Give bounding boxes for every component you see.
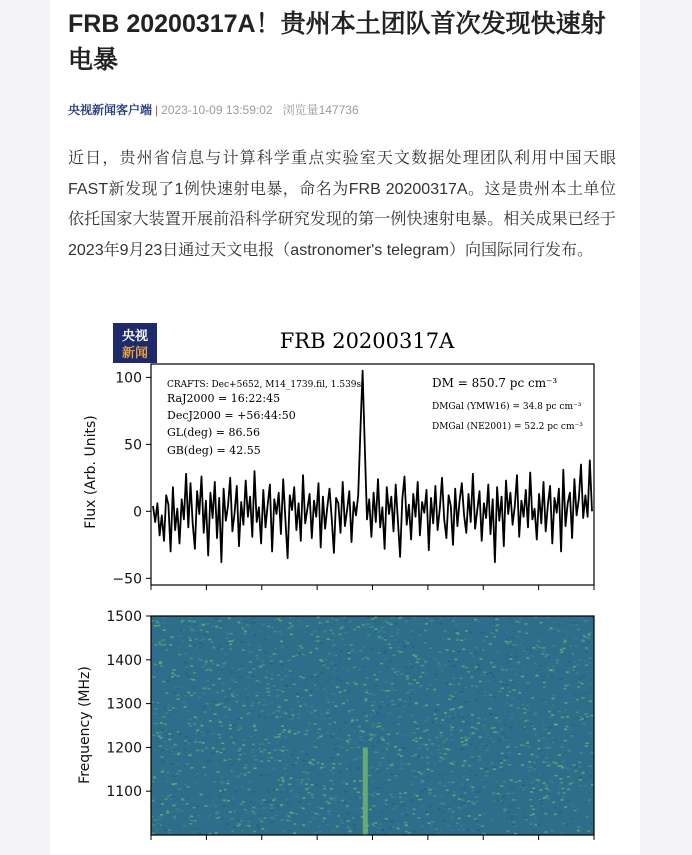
chart-title: FRB 20200317A [279,329,455,353]
frequency-axis-label: Frequency (MHz) [77,666,93,784]
frequency-ytick-label: 1500 [106,609,142,625]
publish-datetime: 2023-10-09 13:59:02 [161,103,273,117]
burst-streak [363,747,368,835]
view-count: 浏览量147736 [282,103,359,117]
source-link[interactable]: 央视新闻客户端 [68,103,153,117]
meta-separator: | [155,103,159,117]
logo-text-top: 央视 [121,329,149,344]
flux-annotations [167,376,583,457]
flux-axis-label: Flux (Arb. Units) [83,415,99,529]
frb-figure-svg [67,320,619,855]
flux-annotation-left: GL(deg) = 86.56 [167,426,260,439]
article-page [50,0,640,855]
flux-annotation-right: DMGal (NE2001) = 52.2 pc cm⁻³ [432,422,583,432]
article-title: FRB 20200317A！贵州本土团队首次发现快速射电暴 [68,10,606,74]
flux-annotation-left: GB(deg) = 42.55 [167,444,261,457]
flux-annotation-left: RaJ2000 = 16:22:45 [167,392,281,405]
frequency-ytick-label: 1400 [106,652,142,669]
waterfall-panel [106,609,594,840]
flux-annotation-right: DM = 850.7 pc cm⁻³ [432,376,558,390]
flux-annotation-left: DecJ2000 = +56:44:50 [167,409,296,422]
frequency-ytick-label: 1200 [106,740,142,757]
flux-ytick-label: 100 [115,370,142,387]
frb-figure [67,320,619,855]
flux-ytick-label: −50 [112,571,142,588]
frequency-ytick-label: 1100 [106,784,142,801]
article-body: 近日，贵州省信息与计算科学重点实验室天文数据处理团队利用中国天眼FAST新发现了1例快速射电暴，命名为FRB 20200317A。这是贵州本土单位依托国家大装置开展前沿科学研究发现的第一例快速射电暴。相关成果已经于2023年9月23日通过天文电报（astronomer's telegram）向国际同行发布。 [68,150,616,259]
flux-ytick-label: 50 [124,437,142,454]
logo-text-bottom: 新闻 [121,346,149,361]
flux-annotation-right: DMGal (YMW16) = 34.8 pc cm⁻³ [432,402,582,412]
article-meta [68,101,359,119]
flux-annotation-left: CRAFTS: Dec+5652, M14_1739.fil, 1.539s [167,380,362,390]
frequency-ytick-label: 1300 [106,696,142,713]
flux-ytick-label: 0 [133,504,142,521]
